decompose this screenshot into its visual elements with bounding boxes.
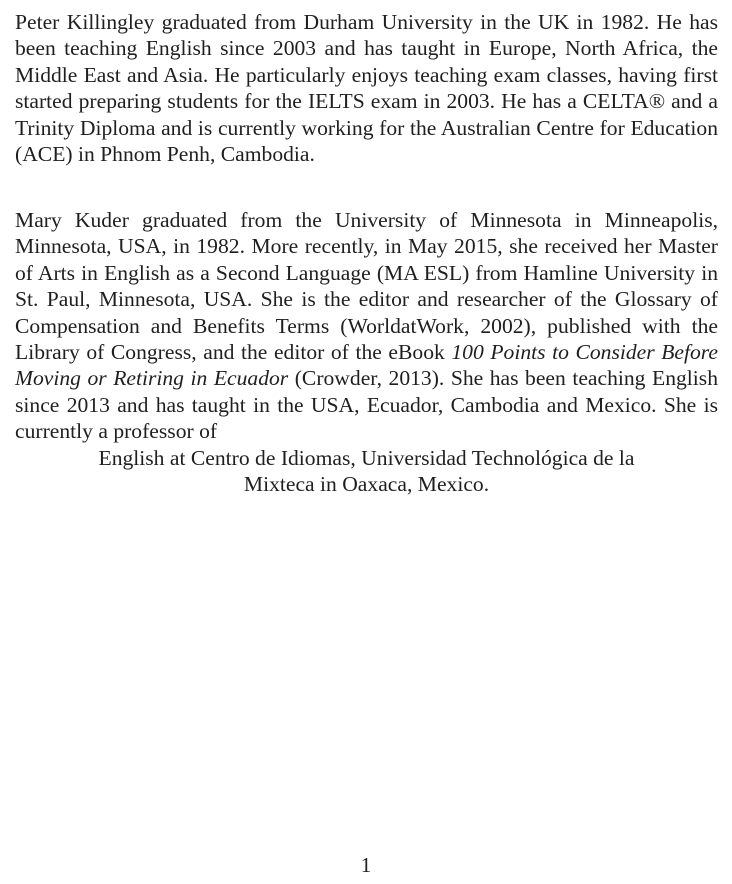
bio-peter-killingley-text: Peter Killingley graduated from Durham University in the UK in 1982. He has been teaching English since 2003 and has taught in Europe, North Africa, the Middle East and Asia. He particularly enjoys teaching exam classes, having first started preparing students for the IELTS exam in 2003. He has a CELTA® and a Trinity Diploma and is currently working for the Australian Centre for Education (ACE) in Phnom Penh, Cambodia.: [15, 10, 718, 167]
bio-mary-kuder-closing-line-1: English at Centro de Idiomas, Universidad Technológica de la: [98, 445, 635, 470]
bio-mary-kuder: [15, 207, 718, 497]
book-title: 100 Points to Consider Before Moving or Retiring in Ecuador: [15, 340, 718, 391]
bio-mary-kuder-closing-line-2: Mixteca in Oaxaca, Mexico.: [243, 472, 490, 497]
bio-mary-kuder-text: Mary Kuder graduated from the University of Minnesota in Minneapolis, Minnesota, USA, in 1982. More recently, in May 2015, she received her Master of Arts in English as a Second Language (MA ESL) from Hamline University in St. Paul, Minnesota, USA. She is the editor and researcher of the Glossary of Compensation and Benefits Terms (WorldatWork, 2002), published with the Library of Congress, and the editor of the eBook: [15, 208, 718, 365]
bio-peter-killingley: [15, 9, 718, 167]
page-number: 1: [360, 853, 372, 877]
bio-mary-kuder-text-continued: (Crowder, 2013). She has been teaching English since 2013 and has taught in the USA, Ecuador, Cambodia and Mexico. She is currently a professor of: [15, 366, 718, 444]
